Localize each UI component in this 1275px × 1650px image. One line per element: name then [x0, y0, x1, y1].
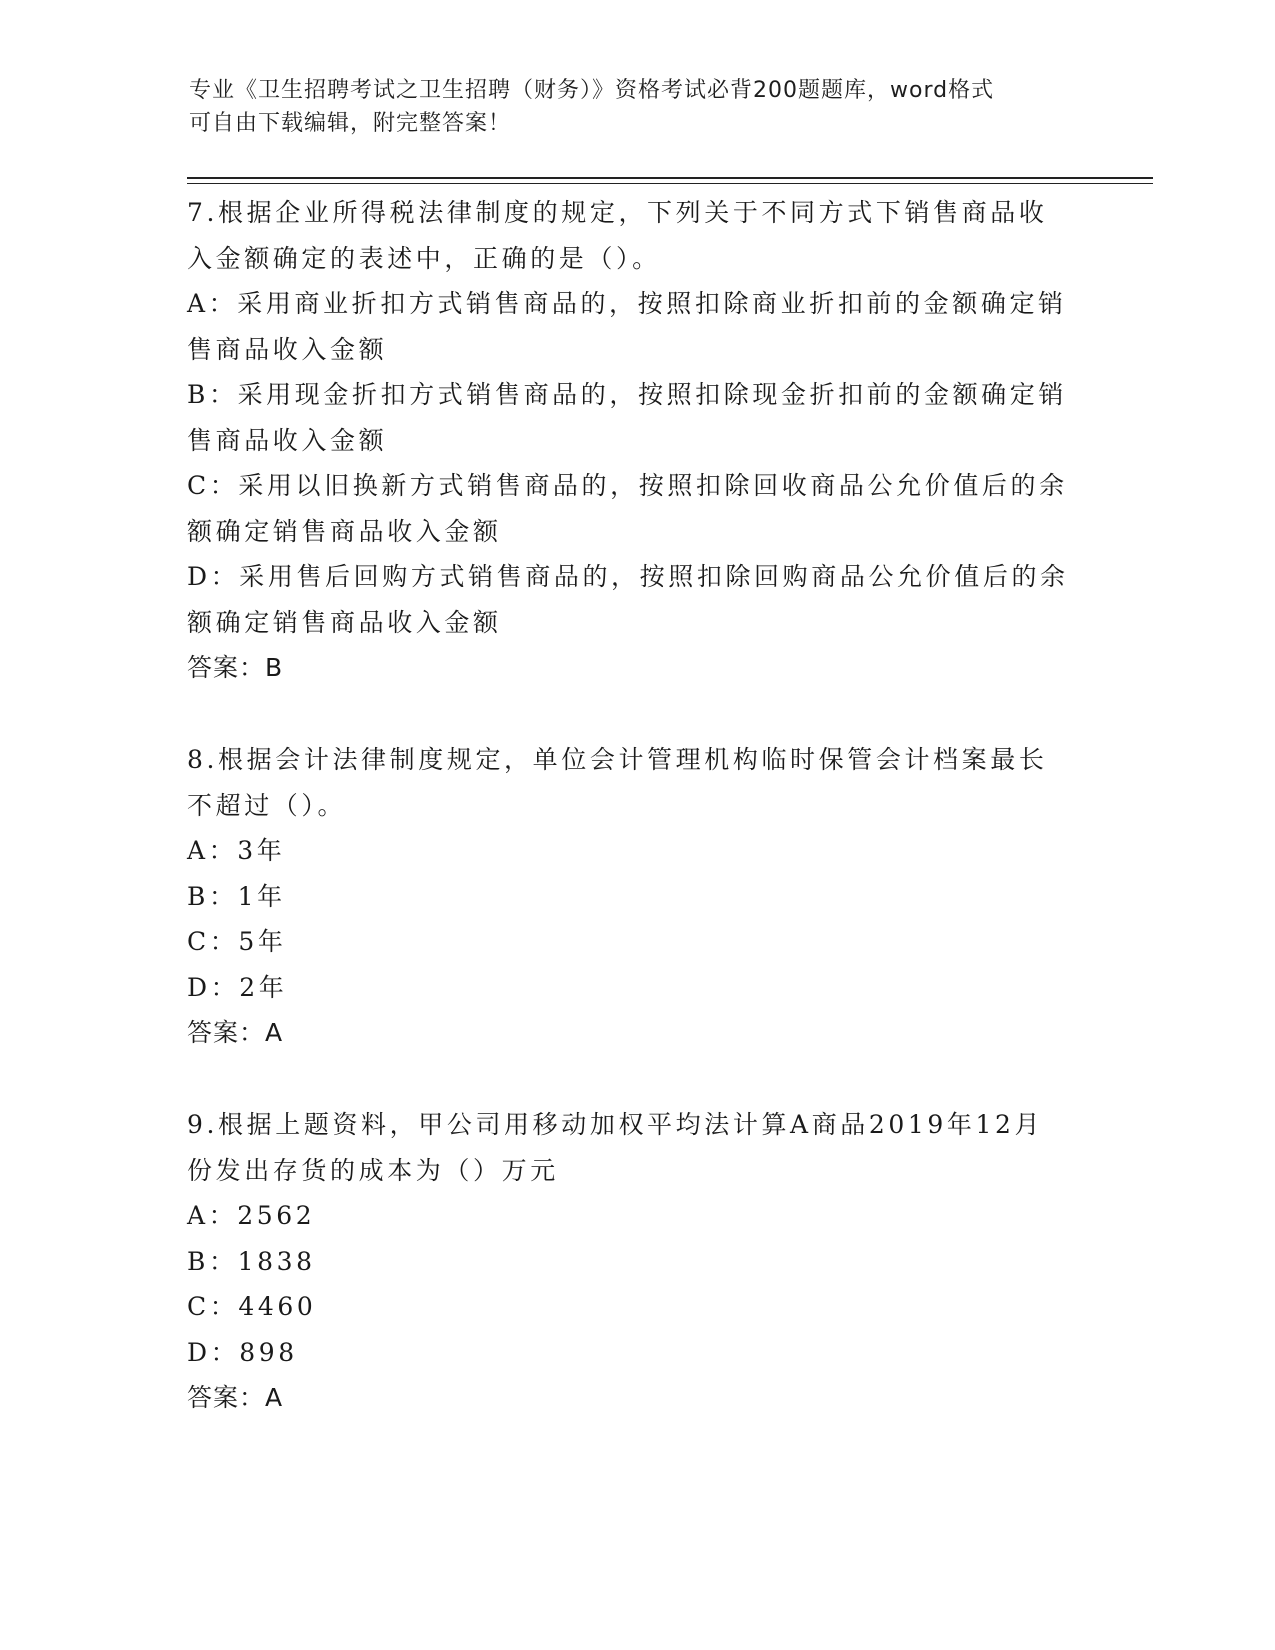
- question-stem-cont: 份发出存货的成本为（）万元: [187, 1155, 559, 1185]
- question-stem: 8.根据会计法律制度规定，单位会计管理机构临时保管会计档案最长: [187, 745, 1048, 774]
- option-a-cont: 售商品收入金额: [187, 334, 388, 364]
- header-line-1: 专业《卫生招聘考试之卫生招聘（财务）》资格考试必背200题题库，word格式: [189, 78, 995, 103]
- question-9: [187, 1102, 1087, 1421]
- option-b-cont: 售商品收入金额: [187, 425, 388, 455]
- answer-label: 答案：A: [187, 1383, 284, 1412]
- header-line-2: 可自由下载编辑，附完整答案！: [189, 111, 512, 136]
- question-list: [187, 190, 1087, 1467]
- option-d: D：2年: [187, 972, 288, 1002]
- answer-label: 答案：A: [187, 1018, 284, 1047]
- question-stem: 9.根据上题资料，甲公司用移动加权平均法计算A商品2019年12月: [187, 1110, 1044, 1139]
- option-b: B：1838: [187, 1246, 316, 1276]
- option-b: B：采用现金折扣方式销售商品的，按照扣除现金折扣前的金额确定销: [187, 380, 1067, 409]
- option-a: A：采用商业折扣方式销售商品的，按照扣除商业折扣前的金额确定销: [187, 289, 1067, 318]
- option-d-cont: 额确定销售商品收入金额: [187, 607, 502, 637]
- header-divider-thin: [187, 183, 1153, 184]
- answer-label: 答案：B: [187, 653, 284, 682]
- option-c: C：采用以旧换新方式销售商品的，按照扣除回收商品公允价值后的余: [187, 471, 1068, 500]
- option-d: D：898: [187, 1337, 298, 1367]
- document-header: [189, 74, 1069, 140]
- option-c-cont: 额确定销售商品收入金额: [187, 516, 502, 546]
- option-a: A：3年: [187, 836, 286, 865]
- option-d: D：采用售后回购方式销售商品的，按照扣除回购商品公允价值后的余: [187, 562, 1069, 591]
- header-divider-thick: [187, 177, 1153, 179]
- option-b: B：1年: [187, 881, 286, 911]
- question-stem-cont: 不超过（）。: [187, 790, 347, 820]
- question-7: [187, 190, 1087, 691]
- option-c: C：5年: [187, 927, 287, 956]
- question-stem: 7.根据企业所得税法律制度的规定，下列关于不同方式下销售商品收: [187, 198, 1048, 227]
- option-c: C：4460: [187, 1292, 317, 1321]
- question-8: [187, 737, 1087, 1056]
- question-stem-cont: 入金额确定的表述中，正确的是（）。: [187, 243, 661, 273]
- option-a: A：2562: [187, 1201, 316, 1230]
